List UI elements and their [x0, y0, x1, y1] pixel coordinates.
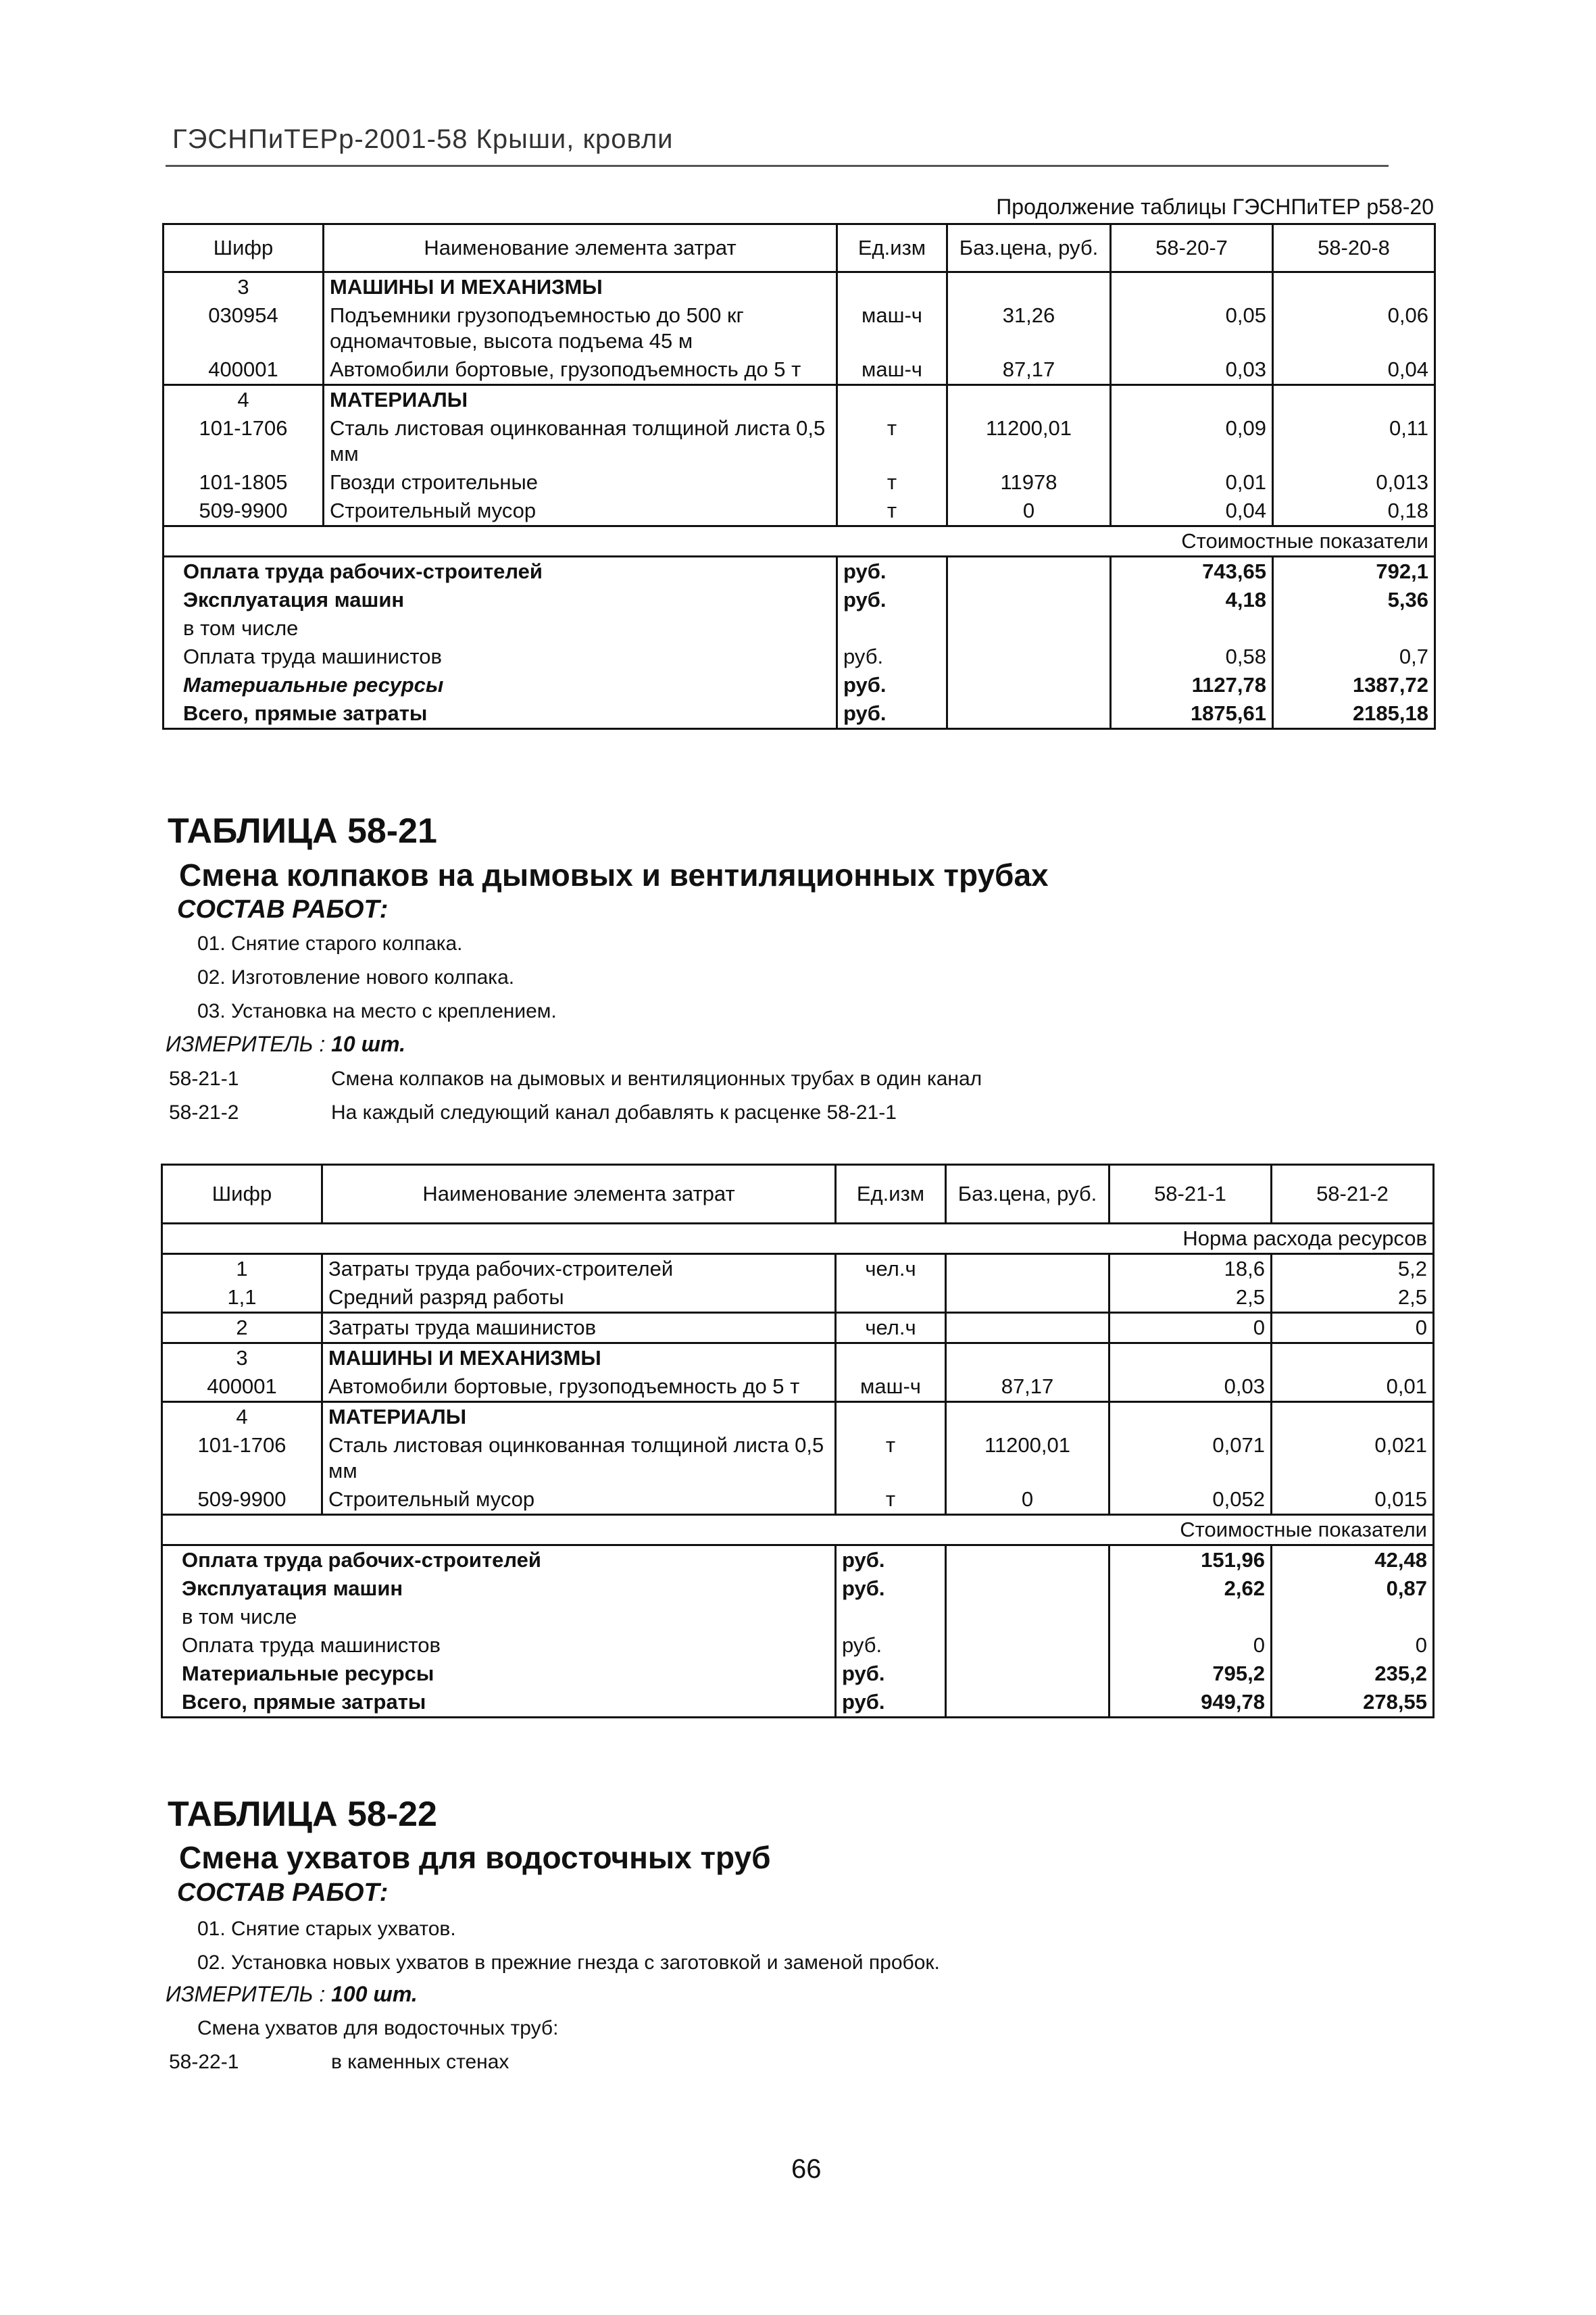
code-cell: 400001	[162, 1372, 322, 1402]
summary-label: в том числе	[164, 614, 837, 643]
table-subtitle: Смена колпаков на дымовых и вентиляционных трубах	[179, 857, 1049, 893]
value-cell: 0	[1272, 1313, 1434, 1343]
value-cell: 0	[1109, 1631, 1272, 1660]
name-cell: Строительный мусор	[322, 1485, 836, 1515]
value-cell: 743,65	[1111, 557, 1273, 587]
norm-header-row	[162, 1224, 1434, 1254]
measure-value: 10 шт.	[331, 1032, 405, 1056]
summary-label: Оплата труда машинистов	[162, 1631, 836, 1660]
summary-label: Эксплуатация машин	[162, 1574, 836, 1603]
value-cell: 18,6	[1109, 1254, 1272, 1284]
summary-row	[164, 557, 1435, 587]
summary-row	[162, 1660, 1434, 1688]
name-cell: Автомобили бортовые, грузоподъемность до 5 т	[324, 355, 837, 385]
value-cell: 42,48	[1272, 1545, 1434, 1575]
value-cell: 0,05	[1111, 301, 1273, 355]
table-header-row	[164, 224, 1435, 272]
value-cell: 0,015	[1272, 1485, 1434, 1515]
value-cell: 0,04	[1111, 497, 1273, 526]
col-header: Баз.цена, руб.	[946, 1165, 1109, 1224]
name-cell: Затраты труда машинистов	[322, 1313, 836, 1343]
summary-row	[162, 1545, 1434, 1575]
item-intro: Смена ухватов для водосточных труб:	[197, 2017, 559, 2039]
code-cell: 101-1805	[164, 468, 324, 497]
value-cell: 278,55	[1272, 1688, 1434, 1718]
col-header: 58-20-8	[1273, 224, 1435, 272]
value-cell: 0,87	[1272, 1574, 1434, 1603]
section-number: 3	[164, 272, 324, 302]
code-cell: 400001	[164, 355, 324, 385]
section-row	[164, 385, 1435, 415]
price-cell: 11200,01	[946, 1431, 1109, 1485]
name-cell: Строительный мусор	[324, 497, 837, 526]
work-step: 02. Установка новых ухватов в прежние гнезда с заготовкой и заменой пробок.	[197, 1951, 940, 1974]
table-row	[162, 1372, 1434, 1402]
table-row	[162, 1254, 1434, 1284]
work-step: 02. Изготовление нового колпака.	[197, 966, 515, 989]
summary-label: Эксплуатация машин	[164, 586, 837, 614]
measure-value: 100 шт.	[331, 1982, 418, 2006]
value-cell: 2,62	[1109, 1574, 1272, 1603]
continuation-note: Продолжение таблицы ГЭСНПиТЕР р58-20	[996, 195, 1434, 219]
summary-label: Всего, прямые затраты	[164, 699, 837, 729]
code-cell: 101-1706	[162, 1431, 322, 1485]
section-row	[162, 1343, 1434, 1373]
value-cell: 0,013	[1273, 468, 1435, 497]
unit-cell: руб.	[837, 671, 947, 699]
price-cell: 11978	[947, 468, 1111, 497]
price-cell: 87,17	[946, 1372, 1109, 1402]
item-description: в каменных стенах	[331, 2051, 509, 2073]
item-code: 58-21-1	[169, 1068, 239, 1090]
value-cell: 792,1	[1273, 557, 1435, 587]
value-cell: 0,03	[1109, 1372, 1272, 1402]
summary-label: Оплата труда рабочих-строителей	[162, 1545, 836, 1575]
work-step: 01. Снятие старого колпака.	[197, 932, 463, 955]
summary-row	[164, 699, 1435, 729]
work-step: 01. Снятие старых ухватов.	[197, 1918, 456, 1940]
unit-cell: руб.	[837, 557, 947, 587]
value-cell: 2185,18	[1273, 699, 1435, 729]
value-cell: 0,58	[1111, 643, 1273, 671]
unit-cell: руб.	[836, 1688, 946, 1718]
section-row	[162, 1402, 1434, 1432]
unit-cell: руб.	[836, 1631, 946, 1660]
unit-cell: руб.	[837, 699, 947, 729]
col-header: Шифр	[162, 1165, 322, 1224]
value-cell: 795,2	[1109, 1660, 1272, 1688]
unit-cell: маш-ч	[837, 355, 947, 385]
code-cell: 1,1	[162, 1283, 322, 1313]
section-title: МАШИНЫ И МЕХАНИЗМЫ	[322, 1343, 836, 1373]
code-cell: 1	[162, 1254, 322, 1284]
value-cell: 235,2	[1272, 1660, 1434, 1688]
summary-label: Материальные ресурсы	[162, 1660, 836, 1688]
price-cell: 31,26	[947, 301, 1111, 355]
col-header: Наименование элемента затрат	[322, 1165, 836, 1224]
price-cell: 0	[947, 497, 1111, 526]
value-cell: 1127,78	[1111, 671, 1273, 699]
price-cell: 87,17	[947, 355, 1111, 385]
col-header: 58-20-7	[1111, 224, 1273, 272]
name-cell: Гвозди строительные	[324, 468, 837, 497]
summary-row	[164, 671, 1435, 699]
col-header: 58-21-2	[1272, 1165, 1434, 1224]
table-row	[164, 468, 1435, 497]
col-header: Ед.изм	[836, 1165, 946, 1224]
col-header: Шифр	[164, 224, 324, 272]
value-cell: 5,2	[1272, 1254, 1434, 1284]
value-cell: 2,5	[1272, 1283, 1434, 1313]
unit-cell: чел.ч	[836, 1254, 946, 1284]
item-description: Смена колпаков на дымовых и вентиляционных трубах в один канал	[331, 1068, 982, 1090]
unit-cell: т	[837, 468, 947, 497]
name-cell: Автомобили бортовые, грузоподъемность до 5 т	[322, 1372, 836, 1402]
table-row	[164, 301, 1435, 355]
code-cell: 509-9900	[162, 1485, 322, 1515]
value-cell: 0,01	[1272, 1372, 1434, 1402]
norm-section-header: Норма расхода ресурсов	[162, 1224, 1434, 1254]
value-cell: 0,021	[1272, 1431, 1434, 1485]
unit-cell: т	[836, 1431, 946, 1485]
summary-label: Материальные ресурсы	[164, 671, 837, 699]
unit-cell: руб.	[837, 643, 947, 671]
cost-table-58-21	[161, 1164, 1435, 1718]
value-cell: 0	[1109, 1313, 1272, 1343]
name-cell: Средний разряд работы	[322, 1283, 836, 1313]
table-header-row	[162, 1165, 1434, 1224]
code-cell: 030954	[164, 301, 324, 355]
unit-cell: руб.	[837, 586, 947, 614]
price-cell: 0	[946, 1485, 1109, 1515]
table-row	[162, 1431, 1434, 1485]
value-cell: 0,04	[1273, 355, 1435, 385]
unit-cell: т	[837, 414, 947, 468]
table-row	[164, 414, 1435, 468]
name-cell: Сталь листовая оцинкованная толщиной листа 0,5 мм	[322, 1431, 836, 1485]
table-title: ТАБЛИЦА 58-21	[168, 812, 437, 851]
summary-label: Оплата труда рабочих-строителей	[164, 557, 837, 587]
section-row	[164, 272, 1435, 302]
summary-label: в том числе	[162, 1603, 836, 1631]
item-description: На каждый следующий канал добавлять к расценке 58-21-1	[331, 1101, 897, 1124]
value-cell: 0,7	[1273, 643, 1435, 671]
summary-row	[164, 614, 1435, 643]
unit-cell: руб.	[836, 1574, 946, 1603]
work-composition-heading: СОСТАВ РАБОТ:	[177, 1878, 389, 1907]
work-composition-heading: СОСТАВ РАБОТ:	[177, 895, 389, 924]
measure-line	[166, 1982, 418, 2007]
cost-header-row	[162, 1515, 1434, 1545]
value-cell: 4,18	[1111, 586, 1273, 614]
cost-table-58-20	[162, 223, 1436, 730]
value-cell: 1875,61	[1111, 699, 1273, 729]
section-title: МАШИНЫ И МЕХАНИЗМЫ	[324, 272, 837, 302]
col-header: Баз.цена, руб.	[947, 224, 1111, 272]
col-header: 58-21-1	[1109, 1165, 1272, 1224]
measure-label: ИЗМЕРИТЕЛЬ :	[166, 1032, 326, 1056]
table-row	[164, 355, 1435, 385]
measure-label: ИЗМЕРИТЕЛЬ :	[166, 1982, 326, 2006]
summary-row	[162, 1631, 1434, 1660]
value-cell: 0,18	[1273, 497, 1435, 526]
running-header: ГЭСНПиТЕРр-2001-58 Крыши, кровли	[172, 124, 674, 154]
summary-row	[162, 1574, 1434, 1603]
table-row	[162, 1313, 1434, 1343]
cost-section-header: Стоимостные показатели	[162, 1515, 1434, 1545]
code-cell: 101-1706	[164, 414, 324, 468]
section-title: МАТЕРИАЛЫ	[322, 1402, 836, 1432]
unit-cell: т	[836, 1485, 946, 1515]
table-row	[162, 1485, 1434, 1515]
summary-row	[162, 1603, 1434, 1631]
summary-row	[162, 1688, 1434, 1718]
unit-cell: руб.	[836, 1660, 946, 1688]
table-row	[164, 497, 1435, 526]
code-cell: 509-9900	[164, 497, 324, 526]
value-cell: 5,36	[1273, 586, 1435, 614]
col-header: Наименование элемента затрат	[324, 224, 837, 272]
table-title: ТАБЛИЦА 58-22	[168, 1795, 437, 1834]
table-subtitle: Смена ухватов для водосточных труб	[179, 1840, 771, 1875]
page-number: 66	[791, 2154, 822, 2184]
value-cell: 0,11	[1273, 414, 1435, 468]
value-cell: 0,052	[1109, 1485, 1272, 1515]
unit-cell: маш-ч	[837, 301, 947, 355]
item-code: 58-21-2	[169, 1101, 239, 1124]
code-cell: 2	[162, 1313, 322, 1343]
value-cell: 0,071	[1109, 1431, 1272, 1485]
name-cell: Подъемники грузоподъемностью до 500 кг одномачтовые, высота подъема 45 м	[324, 301, 837, 355]
unit-cell: чел.ч	[836, 1313, 946, 1343]
section-number: 4	[162, 1402, 322, 1432]
value-cell: 0	[1272, 1631, 1434, 1660]
value-cell: 949,78	[1109, 1688, 1272, 1718]
col-header: Ед.изм	[837, 224, 947, 272]
header-rule	[166, 165, 1389, 167]
value-cell: 0,09	[1111, 414, 1273, 468]
section-number: 4	[164, 385, 324, 415]
unit-cell: т	[837, 497, 947, 526]
name-cell: Сталь листовая оцинкованная толщиной листа 0,5 мм	[324, 414, 837, 468]
summary-label: Оплата труда машинистов	[164, 643, 837, 671]
summary-row	[164, 586, 1435, 614]
measure-line	[166, 1032, 405, 1057]
unit-cell: руб.	[836, 1545, 946, 1575]
summary-label: Всего, прямые затраты	[162, 1688, 836, 1718]
value-cell: 2,5	[1109, 1283, 1272, 1313]
work-step: 03. Установка на место с креплением.	[197, 1000, 557, 1022]
value-cell: 0,03	[1111, 355, 1273, 385]
cost-header-row	[164, 526, 1435, 557]
name-cell: Затраты труда рабочих-строителей	[322, 1254, 836, 1284]
section-title: МАТЕРИАЛЫ	[324, 385, 837, 415]
value-cell: 0,01	[1111, 468, 1273, 497]
value-cell: 0,06	[1273, 301, 1435, 355]
section-number: 3	[162, 1343, 322, 1373]
item-code: 58-22-1	[169, 2051, 239, 2073]
price-cell: 11200,01	[947, 414, 1111, 468]
value-cell: 151,96	[1109, 1545, 1272, 1575]
unit-cell: маш-ч	[836, 1372, 946, 1402]
table-row	[162, 1283, 1434, 1313]
value-cell: 1387,72	[1273, 671, 1435, 699]
summary-row	[164, 643, 1435, 671]
cost-section-header: Стоимостные показатели	[164, 526, 1435, 557]
